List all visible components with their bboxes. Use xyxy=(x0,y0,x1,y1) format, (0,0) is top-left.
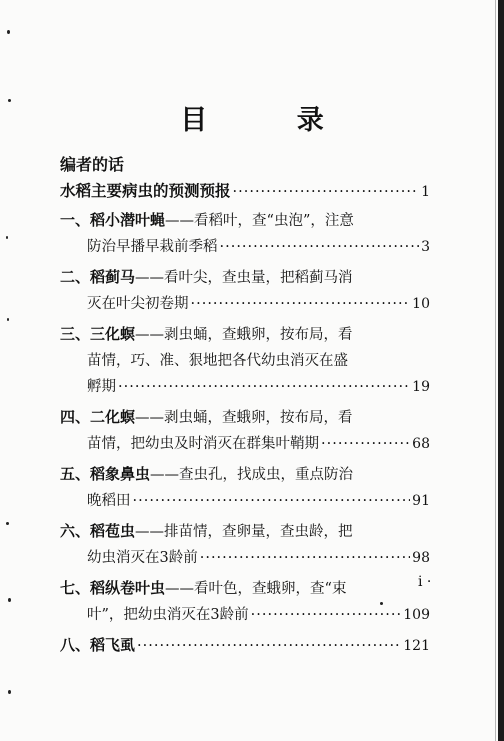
entry-description-cont: 苗情，把幼虫及时消灭在群集叶鞘期 xyxy=(87,436,319,452)
entry-description: ——剥虫蛹，查蛾卵，按布局，看 xyxy=(135,410,353,426)
leader-dots xyxy=(233,179,420,205)
entry-number: 八、 xyxy=(60,636,91,654)
leader-dots xyxy=(251,602,402,628)
entry-number: 二、 xyxy=(60,268,91,286)
page-number: 91 xyxy=(412,493,430,509)
page-title: 目 录 xyxy=(180,105,364,136)
toc-entry[interactable] xyxy=(60,404,430,457)
entry-description-cont: 幼虫消灭在3龄前 xyxy=(87,550,198,566)
toc-main-heading[interactable] xyxy=(60,178,430,205)
entry-description: ——看稻叶，查“虫泡”，注意 xyxy=(165,213,354,229)
entry-number: 一、 xyxy=(60,211,91,229)
scan-speck xyxy=(7,318,9,321)
scan-speck xyxy=(6,522,9,525)
leader-dots xyxy=(137,633,401,659)
entry-name: 稻飞虱 xyxy=(90,636,136,654)
leader-dots xyxy=(220,234,420,260)
table-of-contents xyxy=(60,178,430,659)
leader-dots xyxy=(191,291,411,317)
entry-description: ——查虫孔，找成虫，重点防治 xyxy=(150,467,354,483)
entry-description-cont: 灭在叶尖初卷期 xyxy=(87,296,189,312)
page-number: 3 xyxy=(421,239,430,255)
page-number: 10 xyxy=(412,296,430,312)
entry-description: ——看叶尖，查虫量，把稻蓟马消 xyxy=(135,270,353,286)
entry-name: 稻象鼻虫 xyxy=(90,465,151,483)
toc-entry[interactable] xyxy=(60,632,430,659)
entry-name: 稻苞虫 xyxy=(90,522,136,540)
page-number: 121 xyxy=(403,638,430,654)
entry-description-cont: 防治早播早栽前季稻 xyxy=(87,239,218,255)
page-number: 19 xyxy=(412,379,430,395)
scan-speck xyxy=(6,236,8,239)
leader-dots xyxy=(118,374,410,400)
entry-name: 稻纵卷叶虫 xyxy=(90,579,166,597)
entry-number: 四、 xyxy=(60,408,91,426)
entry-description: ——排苗情，查卵量，查虫龄，把 xyxy=(135,524,353,540)
entry-number: 六、 xyxy=(60,522,91,540)
leader-dots xyxy=(321,431,410,457)
toc-entry[interactable] xyxy=(60,461,430,514)
toc-entry[interactable] xyxy=(60,207,430,260)
main-heading-text: 水稻主要病虫的预测预报 xyxy=(60,182,231,200)
toc-entry[interactable] xyxy=(60,264,430,317)
page-number: 109 xyxy=(403,607,430,623)
page-number: 98 xyxy=(412,550,430,566)
entry-number: 五、 xyxy=(60,465,91,483)
scan-speck xyxy=(7,30,10,34)
entry-description: ——看叶色，查蛾卵，查“束 xyxy=(165,581,347,597)
entry-name: 二化螟 xyxy=(90,408,136,426)
editor-note-heading: 编者的话 xyxy=(60,155,125,174)
entry-number: 七、 xyxy=(60,579,91,597)
scan-speck xyxy=(8,598,11,602)
entry-name: 稻蓟马 xyxy=(90,268,136,286)
entry-description: ——剥虫蛹，查蛾卵，按布局，看 xyxy=(135,327,353,343)
page-number: 68 xyxy=(412,436,430,452)
toc-entry[interactable] xyxy=(60,518,430,571)
entry-name: 稻小潜叶蝇 xyxy=(90,211,166,229)
entry-description-cont: 苗情，巧、准、狠地把各代幼虫消灭在盛 xyxy=(87,353,348,369)
page-number: 1 xyxy=(421,184,430,200)
page-folio: i · xyxy=(418,574,432,590)
entry-description-cont: 叶”，把幼虫消灭在3龄前 xyxy=(87,607,249,623)
entry-number: 三、 xyxy=(60,325,91,343)
scan-speck xyxy=(8,690,11,694)
entry-description-cont: 孵期 xyxy=(87,379,116,395)
leader-dots xyxy=(133,488,411,514)
entry-description-cont: 晚稻田 xyxy=(87,493,131,509)
toc-entry[interactable] xyxy=(60,575,430,628)
toc-entry[interactable] xyxy=(60,321,430,400)
entry-name: 三化螟 xyxy=(90,325,136,343)
leader-dots xyxy=(200,545,410,571)
